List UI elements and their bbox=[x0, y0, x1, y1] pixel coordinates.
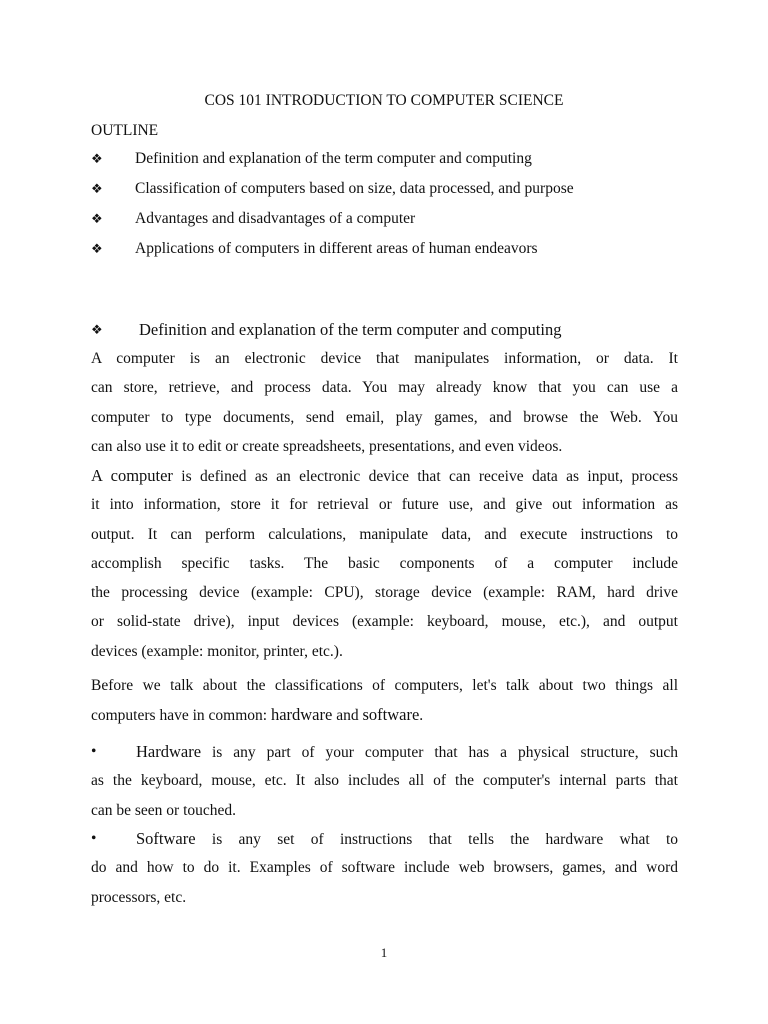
paragraph-line-text: and bbox=[332, 707, 363, 725]
paragraph-line bbox=[91, 824, 678, 853]
section-heading-text: Definition and explanation of the term computer and computing bbox=[139, 320, 562, 339]
paragraph-line bbox=[91, 737, 678, 766]
outline-item bbox=[91, 180, 574, 198]
bullet-icon: • bbox=[91, 743, 97, 760]
paragraph-line: do and how to do it. Examples of software include web browsers, games, and word bbox=[91, 859, 678, 877]
paragraph-line-text: . bbox=[419, 707, 424, 725]
paragraph-line: the processing device (example: CPU), storage device (example: RAM, hard drive bbox=[91, 584, 678, 602]
term-hardware: Hardware bbox=[136, 742, 202, 761]
diamond-bullet-icon: ❖ bbox=[91, 181, 103, 196]
paragraph-line: or solid-state drive), input devices (example: keyboard, mouse, etc.), and output bbox=[91, 613, 678, 631]
diamond-bullet-icon: ❖ bbox=[91, 151, 103, 166]
outline-item-text: Advantages and disadvantages of a computer bbox=[135, 210, 416, 227]
paragraph-line: A computer is an electronic device that manipulates information, or data. It bbox=[91, 350, 678, 367]
document-title: COS 101 INTRODUCTION TO COMPUTER SCIENCE bbox=[204, 92, 564, 109]
paragraph-line: can store, retrieve, and process data. You may already know that you can use a bbox=[91, 379, 678, 397]
term-a-computer: A computer bbox=[91, 466, 173, 485]
diamond-bullet-icon: ❖ bbox=[91, 322, 103, 337]
outline-item bbox=[91, 210, 415, 228]
section-heading bbox=[91, 320, 561, 340]
page-number: 1 bbox=[380, 945, 388, 960]
paragraph-line-text: is any set of instructions that tells the hardware what to bbox=[195, 831, 678, 848]
paragraph-line: output. It can perform calculations, manipulate data, and execute instructions to bbox=[91, 525, 678, 543]
paragraph-line bbox=[91, 700, 678, 729]
outline-item bbox=[91, 150, 532, 168]
paragraph-line bbox=[91, 461, 678, 490]
paragraph-line-text: is any part of your computer that has a physical structure, such bbox=[201, 744, 678, 761]
paragraph-computer-intro bbox=[91, 344, 678, 461]
diamond-bullet-icon: ❖ bbox=[91, 241, 103, 256]
term-software: Software bbox=[136, 829, 196, 848]
paragraph-line: processors, etc. bbox=[91, 888, 187, 906]
paragraph-line: as the keyboard, mouse, etc. It also includes all of the computer's internal parts that bbox=[91, 772, 678, 790]
software-paragraph bbox=[91, 824, 678, 912]
term-software: software bbox=[362, 705, 420, 725]
term-hardware: hardware bbox=[270, 705, 333, 725]
paragraph-line: it into information, store it for retrieval or future use, and give out information as bbox=[91, 496, 678, 514]
paragraph-line-text: computers have in common: bbox=[91, 707, 271, 725]
paragraph-line: can also use it to edit or create spreadsheets, presentations, and even videos. bbox=[91, 437, 563, 455]
paragraph-line: devices (example: monitor, printer, etc.). bbox=[91, 642, 343, 660]
paragraph-computer-definition bbox=[91, 461, 678, 666]
paragraph-line: computer to type documents, send email, play games, and browse the Web. You bbox=[91, 408, 678, 426]
paragraph-line: Before we talk about the classifications of computers, let's talk about two things all bbox=[91, 677, 678, 694]
outline-heading: OUTLINE bbox=[91, 122, 159, 139]
paragraph-line: can be seen or touched. bbox=[91, 801, 237, 819]
paragraph-line-text: is defined as an electronic device that can receive data as input, process bbox=[172, 468, 678, 485]
outline-item-text: Classification of computers based on size, data processed, and purpose bbox=[135, 180, 574, 197]
outline-item-text: Applications of computers in different areas of human endeavors bbox=[135, 240, 538, 257]
paragraph-line: accomplish specific tasks. The basic components of a computer include bbox=[91, 554, 678, 572]
bullet-icon: • bbox=[91, 830, 97, 847]
hardware-paragraph bbox=[91, 737, 678, 825]
paragraph-common-things bbox=[91, 671, 678, 730]
outline-item bbox=[91, 240, 538, 258]
diamond-bullet-icon: ❖ bbox=[91, 211, 103, 226]
outline-item-text: Definition and explanation of the term computer and computing bbox=[135, 150, 532, 167]
